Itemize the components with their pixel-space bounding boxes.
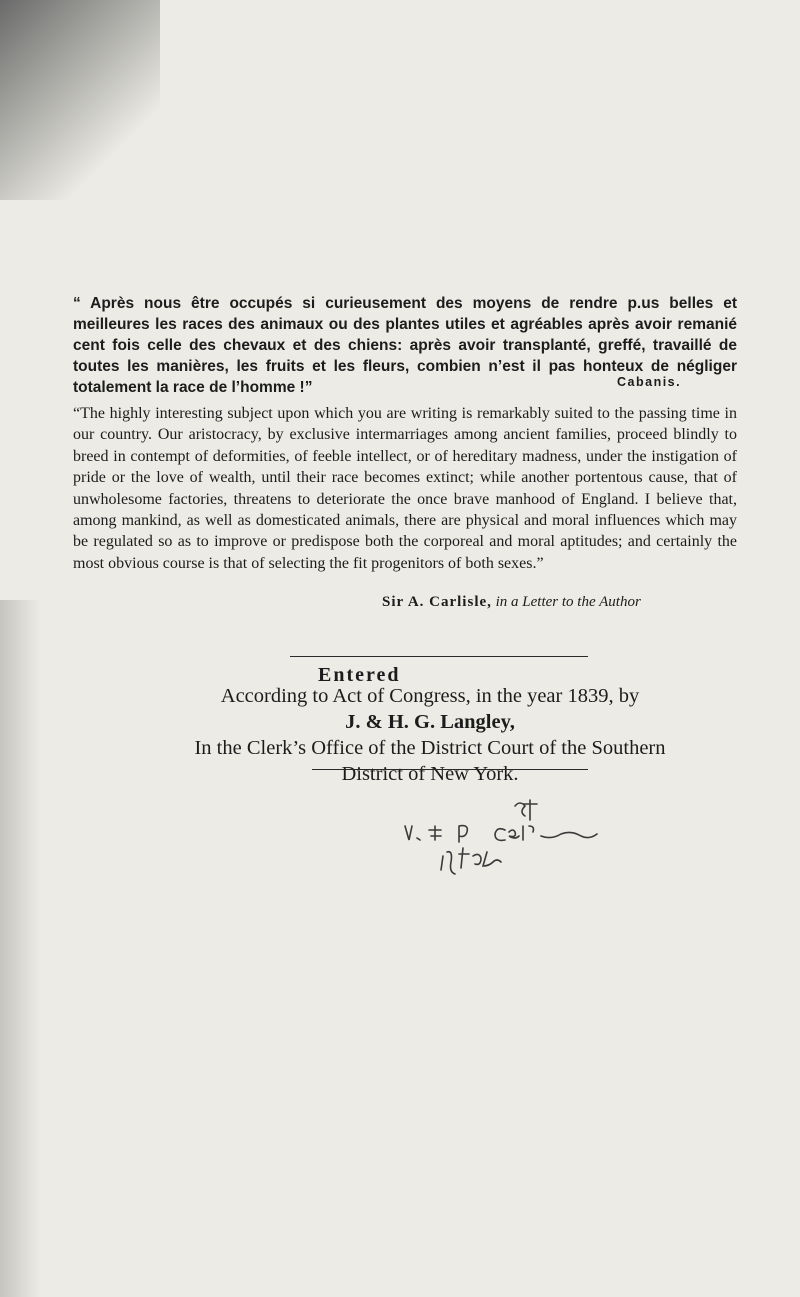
copyright-line-2: J. & H. G. Langley, (345, 711, 515, 733)
divider-top (290, 656, 588, 657)
page-corner-shadow (0, 0, 160, 200)
french-epigraph: “ Après nous être occupés si curieusement des moyens de rendre p.us belles et meilleures les races des animaux ou des plantes utiles et agréables après avoir remanié cent fois celle des chevaux et des chiens: après avoir transplanté, greffé, travaillé de toutes les manières, les fruits et les fleurs, combien n’est il pas honteux de négliger totalement la race de l’homme !” (73, 295, 737, 396)
letter-attribution (382, 594, 641, 611)
handwritten-inscription (395, 796, 655, 886)
page-edge-shadow (0, 600, 40, 1297)
divider-bottom (312, 769, 588, 770)
copyright-line-3: In the Clerk’s Office of the District Court of the Southern (194, 737, 666, 759)
epigraph-attribution: Cabanis. (617, 375, 682, 389)
carlisle-quote: “The highly interesting subject upon which you are writing is remarkably suited to the passing time in our country. Our aristocracy, by exclusive intermarriages among ancient families, proceed blindly to breed in contempt of deformities, of feeble intellect, or of hereditary madness, under the instigation of pride or the love of wealth, until their race becomes extinct; while another portentous cause, that of unwholesome factories, threatens to deteriorate the once brave manhood of England. I believe that, among mankind, as well as domesticated animals, there are physical and moral influences which may be regulated so as to improve or predispose both the corporeal and moral aptitudes; and certainly the most obvious course is that of selecting the fit progenitors of both sexes.” (73, 405, 737, 572)
entered-heading: Entered (318, 664, 401, 686)
copyright-line-4: District of New York. (341, 763, 519, 785)
copyright-notice (70, 683, 790, 787)
bleed-through-stamp (185, 967, 524, 1102)
attribution-name: Sir A. Carlisle, (382, 594, 492, 610)
copyright-line-1: According to Act of Congress, in the year 1839, by (220, 685, 640, 707)
attribution-source: in a Letter to the Author (495, 594, 641, 610)
